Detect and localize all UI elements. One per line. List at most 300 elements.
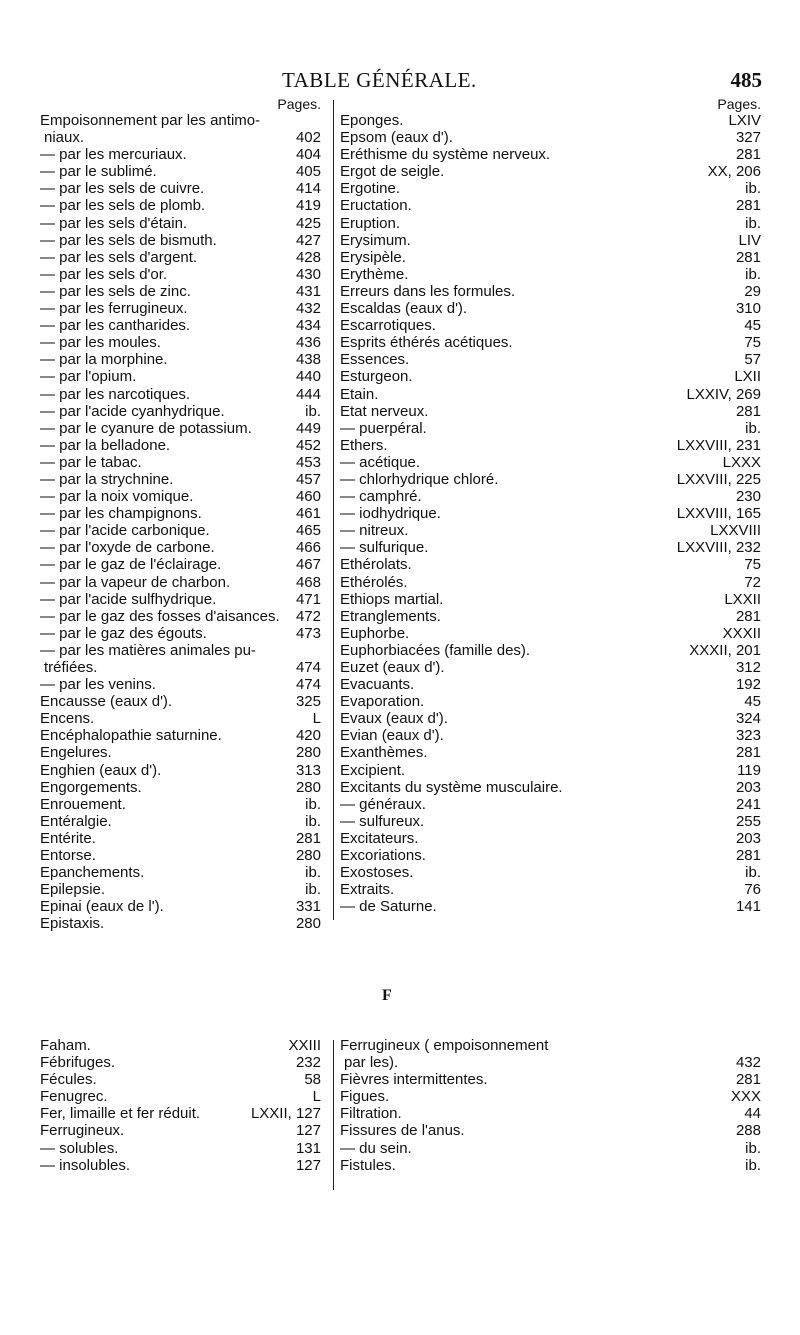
entry-page: ib. [305, 402, 321, 420]
index-entry [340, 129, 761, 146]
entry-page: XXXII, 201 [689, 641, 761, 659]
index-entry [40, 180, 321, 197]
index-entry [340, 693, 761, 710]
index-entry [40, 420, 321, 437]
entry-term: Fenugrec. [40, 1088, 108, 1106]
index-entry [340, 830, 761, 847]
entry-term: Ethiops martial. [340, 590, 444, 608]
entry-term: Erythème. [340, 265, 409, 283]
entry-term: — nitreux. [340, 522, 409, 540]
entry-page: 75 [744, 334, 761, 352]
entry-page: 232 [295, 1054, 321, 1072]
index-entry [340, 300, 761, 317]
entry-term: Empoisonnement par les antimo- [40, 112, 261, 129]
entry-page: 280 [295, 847, 321, 865]
entry-term: — par le sublimé. [40, 163, 157, 181]
index-column-f-left [40, 1037, 321, 1174]
entry-page: 431 [295, 282, 321, 300]
entry-page: LXXVIII [710, 522, 761, 540]
entry-term: Epanchements. [40, 864, 145, 882]
index-entry [340, 1140, 761, 1157]
index-entry [40, 1054, 321, 1071]
entry-page: 440 [295, 368, 321, 386]
index-entry [40, 1105, 321, 1122]
entry-page: 281 [735, 1071, 761, 1089]
index-entry [340, 180, 761, 197]
entry-term: — par la belladone. [40, 436, 171, 454]
entry-term: — par la noix vomique. [40, 488, 194, 506]
entry-page: 460 [295, 488, 321, 506]
entry-page: 444 [295, 385, 321, 403]
entry-term: — par le gaz des fosses d'aisances. [40, 607, 280, 625]
entry-page: XX, 206 [707, 163, 761, 181]
entry-page: 281 [735, 248, 761, 266]
column-divider [333, 1040, 334, 1190]
index-entry [40, 1037, 321, 1054]
entry-page: 325 [295, 693, 321, 711]
index-entry [340, 420, 761, 437]
entry-term: Ethérolats. [340, 556, 412, 574]
entry-page: 324 [735, 710, 761, 728]
index-entry [40, 898, 321, 915]
index-entry [340, 334, 761, 351]
pages-label: Pages. [717, 96, 761, 112]
entry-term: Excipient. [340, 761, 406, 779]
entry-page: 58 [304, 1071, 321, 1089]
entry-term: Evian (eaux d'). [340, 727, 444, 745]
entry-term: Filtration. [340, 1105, 402, 1123]
entry-term: — par les venins. [40, 676, 156, 694]
index-entry [340, 283, 761, 300]
entry-page: LXXVIII, 165 [676, 505, 761, 523]
entry-term: Fissures de l'anus. [340, 1122, 465, 1140]
index-entry [340, 574, 761, 591]
entry-page: 323 [735, 727, 761, 745]
entry-term: Erysipèle. [340, 248, 406, 266]
entry-page: 281 [735, 744, 761, 762]
entry-term: Figues. [340, 1088, 390, 1106]
index-entry [340, 351, 761, 368]
index-entry [40, 1157, 321, 1174]
index-entry [340, 197, 761, 214]
entry-term: par les). [344, 1054, 399, 1072]
entry-term: Ethers. [340, 436, 388, 454]
entry-term: — par les champignons. [40, 505, 202, 523]
entry-term: — par l'acide cyanhydrique. [40, 402, 225, 420]
entry-term: — par les matières animales pu- [40, 641, 256, 659]
entry-page: LIV [738, 231, 761, 249]
entry-page: 29 [744, 282, 761, 300]
index-entry [40, 830, 321, 847]
index-column-e-right [340, 96, 761, 915]
index-entry [340, 642, 761, 659]
entry-page: 127 [295, 1122, 321, 1140]
entry-page: LXXII, 127 [250, 1105, 321, 1123]
index-entry [40, 710, 321, 727]
entry-page: 467 [295, 556, 321, 574]
entry-page: ib. [305, 881, 321, 899]
entry-term: Extraits. [340, 881, 395, 899]
entry-term: Enghien (eaux d'). [40, 761, 162, 779]
index-column-e-left [40, 96, 321, 933]
entry-term: — par le gaz de l'éclairage. [40, 556, 222, 574]
index-entry [340, 488, 761, 505]
entry-page: LXXVIII, 232 [676, 539, 761, 557]
index-entry [40, 539, 321, 556]
entry-page: 466 [295, 539, 321, 557]
index-entry [40, 266, 321, 283]
index-entry [40, 197, 321, 214]
entry-page: 327 [735, 129, 761, 147]
entry-page: 474 [295, 659, 321, 676]
entry-term: — par les ferrugineux. [40, 300, 188, 318]
index-entry [40, 163, 321, 180]
index-entry [40, 146, 321, 163]
entry-term: Euphorbe. [340, 624, 410, 642]
entry-term: Faham. [40, 1037, 91, 1054]
index-entry [40, 1122, 321, 1139]
entry-term: Eréthisme du système nerveux. [340, 146, 551, 164]
entry-term: Encéphalopathie saturnine. [40, 727, 222, 745]
index-entry [340, 215, 761, 232]
index-entry [340, 1054, 761, 1071]
entry-page: 288 [735, 1122, 761, 1140]
index-entry [340, 710, 761, 727]
index-entry [40, 847, 321, 864]
index-entry [40, 505, 321, 522]
entry-page: ib. [745, 1156, 761, 1174]
entry-page: 312 [735, 659, 761, 676]
entry-term: — par le tabac. [40, 453, 142, 471]
index-entry [340, 1037, 761, 1054]
entry-term: Epilepsie. [40, 881, 106, 899]
entry-page: XXX [730, 1088, 761, 1106]
entry-term: Fébrifuges. [40, 1054, 116, 1072]
entry-page: 203 [735, 778, 761, 796]
pages-label: Pages. [277, 96, 321, 112]
entry-page: ib. [745, 1139, 761, 1157]
entry-page: ib. [745, 180, 761, 198]
index-entry [340, 1071, 761, 1088]
index-entry [40, 762, 321, 779]
entry-term: Eructation. [340, 197, 412, 215]
entry-page: ib. [745, 864, 761, 882]
entry-page: 255 [735, 812, 761, 830]
entry-page: ib. [745, 265, 761, 283]
entry-term: — de Saturne. [340, 898, 437, 916]
entry-page: 281 [295, 829, 321, 847]
entry-term: Ferrugineux. [40, 1122, 125, 1140]
index-entry [340, 317, 761, 334]
entry-term: — par l'oxyde de carbone. [40, 539, 215, 557]
entry-page: 428 [295, 248, 321, 266]
entry-page: 281 [735, 402, 761, 420]
entry-term: — par les sels de cuivre. [40, 180, 205, 198]
entry-page: 453 [295, 453, 321, 471]
entry-term: Esprits éthérés acétiques. [340, 334, 513, 352]
entry-page: 438 [295, 351, 321, 369]
entry-page: 471 [295, 590, 321, 608]
entry-page: 452 [295, 436, 321, 454]
entry-page: 131 [295, 1139, 321, 1157]
entry-page: 473 [295, 624, 321, 642]
index-entry [40, 368, 321, 385]
entry-term: Euzet (eaux d'). [340, 659, 445, 676]
index-entry [340, 471, 761, 488]
index-entry [340, 232, 761, 249]
index-entry [340, 659, 761, 676]
index-entry [340, 762, 761, 779]
entry-term: — par les cantharides. [40, 317, 191, 335]
entry-term: Etat nerveux. [340, 402, 429, 420]
entry-term: — solubles. [40, 1139, 119, 1157]
entry-page: 127 [295, 1156, 321, 1174]
entry-term: — par les sels de bismuth. [40, 231, 217, 249]
entry-page: 280 [295, 744, 321, 762]
entry-term: Evacuants. [340, 676, 415, 694]
entry-term: Escaldas (eaux d'). [340, 300, 468, 318]
entry-term: — par les sels d'étain. [40, 214, 188, 232]
entry-term: Excitateurs. [340, 829, 419, 847]
index-entry [340, 727, 761, 744]
index-entry [40, 779, 321, 796]
entry-page: L [312, 710, 321, 728]
entry-page: 141 [735, 898, 761, 916]
entry-page: 76 [744, 881, 761, 899]
section-letter-f: F [382, 987, 392, 1004]
index-entry [40, 386, 321, 403]
entry-page: 430 [295, 265, 321, 283]
index-entry [40, 915, 321, 932]
index-entry [340, 266, 761, 283]
index-entry [340, 898, 761, 915]
entry-term: — par les sels d'or. [40, 265, 168, 283]
entry-term: — par les narcotiques. [40, 385, 191, 403]
entry-term: — par le gaz des égouts. [40, 624, 207, 642]
index-entry [40, 1140, 321, 1157]
index-entry [340, 386, 761, 403]
entry-term: — par les moules. [40, 334, 161, 352]
index-entry [40, 574, 321, 591]
entry-page: 280 [295, 778, 321, 796]
index-entry [40, 488, 321, 505]
index-entry [340, 1105, 761, 1122]
index-entry [40, 471, 321, 488]
entry-page: 45 [744, 693, 761, 711]
entry-page: ib. [305, 795, 321, 813]
entry-term: Euphorbiacées (famille des). [340, 641, 531, 659]
index-entry [340, 1088, 761, 1105]
index-entry [340, 813, 761, 830]
entry-page: 119 [737, 761, 761, 779]
entry-term: Ergotine. [340, 180, 401, 198]
entry-term: — par les sels d'argent. [40, 248, 198, 266]
entry-term: — par la strychnine. [40, 470, 174, 488]
entry-term: niaux. [44, 129, 85, 147]
index-entry [340, 249, 761, 266]
entry-term: Encausse (eaux d'). [40, 693, 173, 711]
entry-page: 461 [295, 505, 321, 523]
entry-page: 449 [295, 419, 321, 437]
entry-term: Escarrotiques. [340, 317, 436, 335]
entry-term: Evaporation. [340, 693, 425, 711]
index-entry [340, 146, 761, 163]
index-entry [40, 215, 321, 232]
index-entry [340, 539, 761, 556]
entry-term: Etranglements. [340, 607, 441, 625]
entry-page: 414 [295, 180, 321, 198]
entry-term: Entéralgie. [40, 812, 112, 830]
entry-term: Fièvres intermittentes. [340, 1071, 488, 1089]
entry-page: 241 [735, 795, 761, 813]
entry-term: — généraux. [340, 795, 426, 813]
entry-page: 465 [295, 522, 321, 540]
entry-term: Excoriations. [340, 847, 426, 865]
entry-term: Erysimum. [340, 231, 411, 249]
entry-term: — par les sels de zinc. [40, 282, 191, 300]
index-entry [340, 676, 761, 693]
entry-term: — par la vapeur de charbon. [40, 573, 231, 591]
entry-page: 281 [735, 146, 761, 164]
index-entry [340, 625, 761, 642]
entry-term: Engelures. [40, 744, 112, 762]
index-entry [40, 1088, 321, 1105]
index-entry [40, 676, 321, 693]
entry-term: — puerpéral. [340, 419, 427, 437]
entry-page: 310 [735, 300, 761, 318]
entry-term: — chlorhydrique chloré. [340, 470, 499, 488]
entry-page: 230 [735, 488, 761, 506]
index-entry [340, 864, 761, 881]
entry-term: Exostoses. [340, 864, 414, 882]
index-entry [40, 625, 321, 642]
entry-page: 313 [295, 761, 321, 779]
entry-page: 45 [744, 317, 761, 335]
entry-page: 420 [295, 727, 321, 745]
index-entry [40, 232, 321, 249]
index-entry [40, 659, 321, 676]
entry-term: Essences. [340, 351, 410, 369]
index-entry [40, 727, 321, 744]
index-entry [340, 556, 761, 573]
index-entry [40, 283, 321, 300]
index-entry [40, 796, 321, 813]
entry-term: Ergot de seigle. [340, 163, 445, 181]
entry-term: tréfiées. [44, 659, 98, 676]
entry-term: — camphré. [340, 488, 422, 506]
index-entry [340, 1122, 761, 1139]
index-entry [340, 505, 761, 522]
entry-term: Encens. [40, 710, 95, 728]
entry-term: Erreurs dans les formules. [340, 282, 516, 300]
index-entry [40, 129, 321, 146]
entry-page: LXXVIII, 231 [676, 436, 761, 454]
entry-term: Etain. [340, 385, 379, 403]
entry-page: 57 [744, 351, 761, 369]
entry-page: 402 [295, 129, 321, 147]
index-entry [340, 591, 761, 608]
entry-term: Esturgeon. [340, 368, 413, 386]
entry-page: 472 [295, 607, 321, 625]
index-entry [40, 813, 321, 830]
entry-page: 434 [295, 317, 321, 335]
entry-term: — sulfureux. [340, 812, 425, 830]
entry-page: 419 [295, 197, 321, 215]
index-entry [40, 317, 321, 334]
index-entry [340, 454, 761, 471]
entry-term: Epsom (eaux d'). [340, 129, 453, 147]
entry-page: XXXII [722, 624, 761, 642]
index-entry [340, 608, 761, 625]
index-entry [40, 591, 321, 608]
index-entry [40, 112, 321, 129]
entry-page: LXXIV, 269 [686, 385, 761, 403]
entry-page: 474 [295, 676, 321, 694]
entry-term: — iodhydrique. [340, 505, 441, 523]
entry-term: Eponges. [340, 112, 404, 129]
index-entry [40, 249, 321, 266]
entry-term: — par les sels de plomb. [40, 197, 206, 215]
entry-page: 457 [295, 470, 321, 488]
entry-page: LXXVIII, 225 [676, 470, 761, 488]
entry-page: LXXX [722, 453, 761, 471]
entry-term: — par les mercuriaux. [40, 146, 187, 164]
entry-page: 436 [295, 334, 321, 352]
entry-term: — par le cyanure de potassium. [40, 419, 252, 437]
entry-page: 405 [295, 163, 321, 181]
index-entry [40, 454, 321, 471]
entry-term: Ethérolés. [340, 573, 408, 591]
entry-page: 72 [744, 573, 761, 591]
index-entry [340, 437, 761, 454]
entry-page: 427 [295, 231, 321, 249]
entry-term: Epistaxis. [40, 915, 105, 933]
entry-term: Exanthèmes. [340, 744, 428, 762]
entry-page: 281 [735, 197, 761, 215]
index-entry [40, 437, 321, 454]
entry-page: XXIII [288, 1037, 321, 1054]
index-entry [40, 608, 321, 625]
entry-term: — par l'acide carbonique. [40, 522, 210, 540]
index-entry [340, 112, 761, 129]
entry-term: — par l'acide sulfhydrique. [40, 590, 217, 608]
entry-page: ib. [305, 812, 321, 830]
page-title: TABLE GÉNÉRALE. [282, 68, 477, 92]
entry-term: Evaux (eaux d'). [340, 710, 448, 728]
entry-term: — sulfurique. [340, 539, 429, 557]
entry-page: LXIV [728, 112, 761, 129]
index-entry [340, 796, 761, 813]
index-entry [40, 403, 321, 420]
entry-term: Entérite. [40, 829, 96, 847]
entry-page: 44 [744, 1105, 761, 1123]
entry-page: L [312, 1088, 321, 1106]
entry-term: Excitants du système musculaire. [340, 778, 563, 796]
index-entry [40, 300, 321, 317]
entry-term: — par la morphine. [40, 351, 168, 369]
index-entry [40, 351, 321, 368]
entry-page: 432 [295, 300, 321, 318]
column-divider [333, 100, 334, 920]
entry-page: ib. [305, 864, 321, 882]
entry-term: Ferrugineux ( empoisonnement [340, 1037, 549, 1054]
entry-page: 280 [295, 915, 321, 933]
entry-term: Enrouement. [40, 795, 126, 813]
entry-page: 281 [735, 607, 761, 625]
entry-term: — insolubles. [40, 1156, 131, 1174]
entry-page: 432 [735, 1054, 761, 1072]
entry-term: — du sein. [340, 1139, 412, 1157]
